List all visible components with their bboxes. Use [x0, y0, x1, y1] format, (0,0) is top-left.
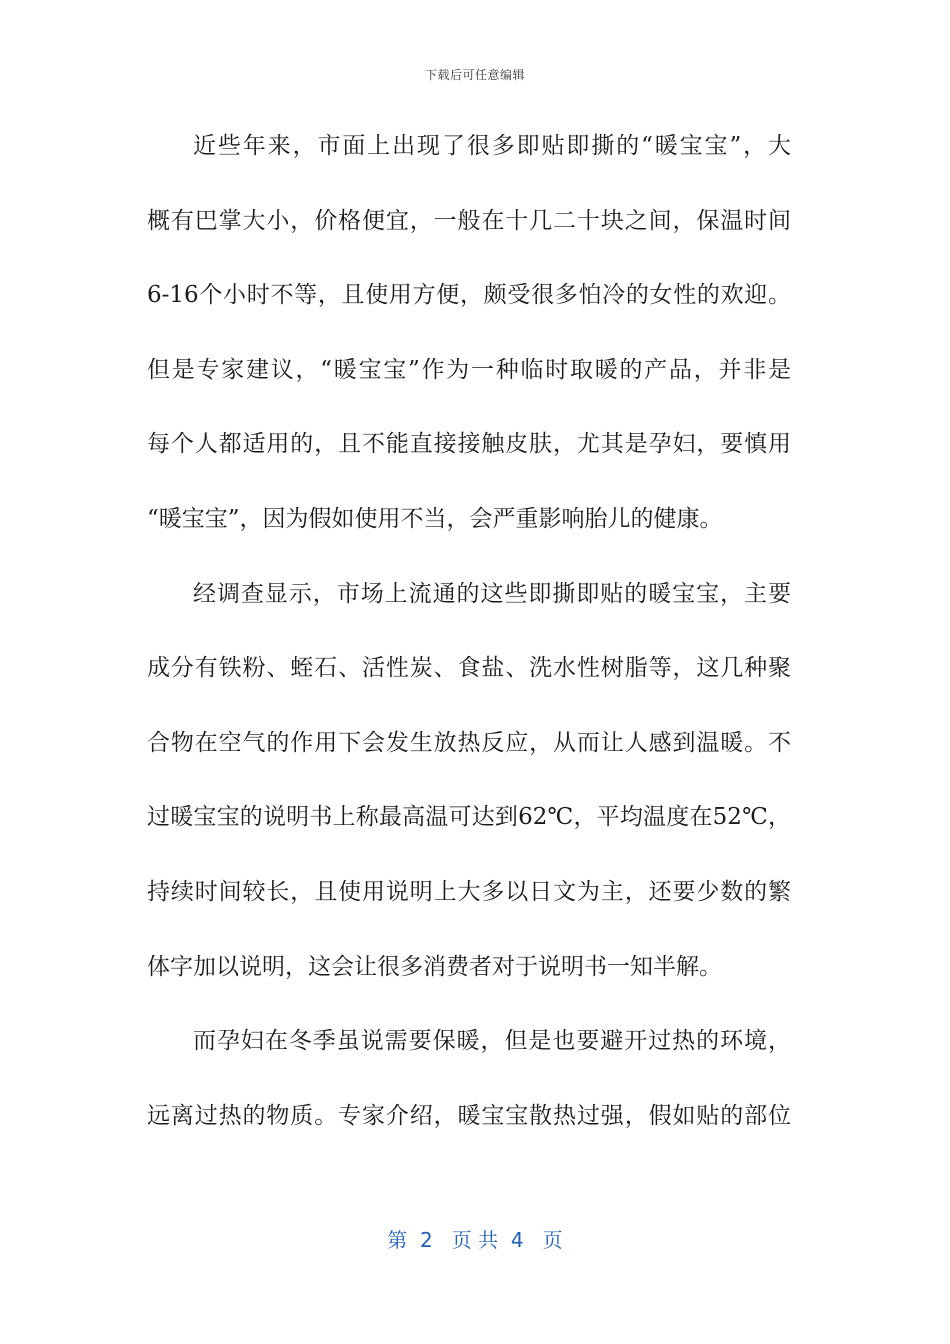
paragraph-line: 合物在空气的作用下会发生放热反应，从而让人感到温暖。不	[147, 729, 791, 756]
paragraph-line: 持续时间较长，且使用说明上大多以日文为主，还要少数的繁	[147, 878, 791, 905]
paragraph-line: 概有巴掌大小，价格便宜，一般在十几二十块之间，保温时间	[147, 207, 791, 234]
page-number-footer: 第 2 页 共 4 页	[387, 1228, 563, 1252]
paragraph-line: 但是专家建议，“暖宝宝”作为一种临时取暖的产品，并非是	[147, 356, 791, 383]
paragraph-line: 成分有铁粉、蛭石、活性炭、食盐、洗水性树脂等，这几种聚	[147, 655, 791, 682]
page-header: 下载后可任意编辑	[424, 68, 525, 82]
paragraph-line: 每个人都适用的，且不能直接接触皮肤，尤其是孕妇，要慎用	[147, 431, 791, 458]
paragraph-line: “暖宝宝”，因为假如使用不当，会严重影响胎儿的健康。	[147, 505, 723, 532]
paragraph-line: 体字加以说明，这会让很多消费者对于说明书一知半解。	[147, 953, 722, 980]
document-body	[147, 119, 791, 1163]
paragraph-line: 经调查显示，市场上流通的这些即撕即贴的暖宝宝，主要	[193, 580, 791, 607]
paragraph-line: 远离过热的物质。专家介绍，暖宝宝散热过强，假如贴的部位	[147, 1102, 791, 1129]
paragraph-line: 6-16个小时不等，且使用方便，颇受很多怕冷的女性的欢迎。	[147, 282, 791, 309]
paragraph-line: 近些年来，市面上出现了很多即贴即撕的“暖宝宝”，大	[193, 133, 791, 159]
paragraph-line: 而孕妇在冬季虽说需要保暖，但是也要避开过热的环境，	[193, 1028, 791, 1055]
paragraph-line: 过暖宝宝的说明书上称最高温可达到62℃，平均温度在52℃，	[147, 804, 791, 831]
